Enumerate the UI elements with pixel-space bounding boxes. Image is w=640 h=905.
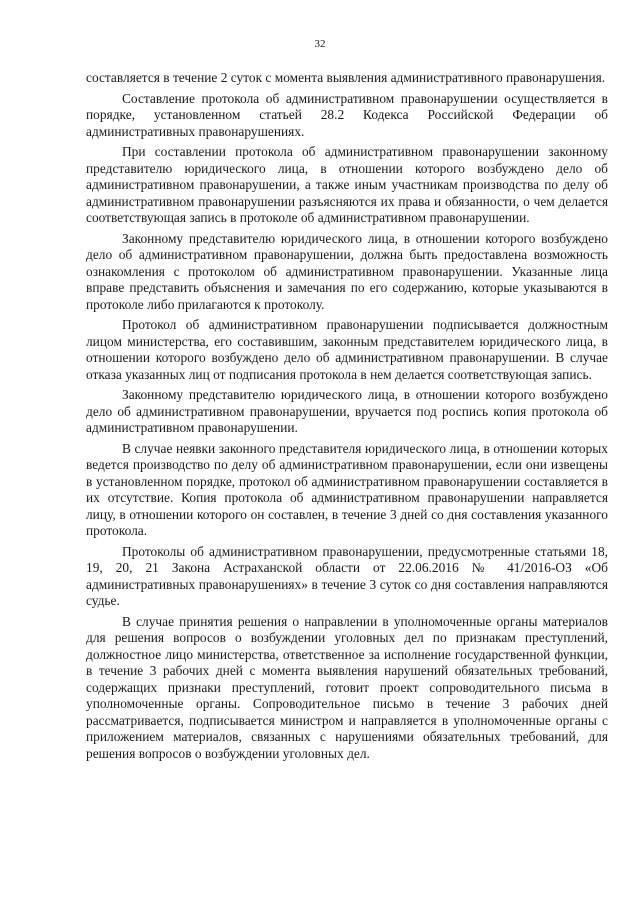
paragraph: Законному представителю юридического лица, в отношении которого возбуждено дело об административном правонарушении, должна быть предоставлена возможность ознакомления с протоколом об административном правонарушении. Указанные лица вправе представить объяснения и замечания по его содержанию, которые указываются в протоколе либо прилагаются к протоколу. xyxy=(86,230,608,312)
paragraph: Протокол об административном правонарушении подписывается должностным лицом министерства, его составившим, законным представителем юридического лица, в отношении которого возбуждено дело об административном правонарушении. В случае отказа указанных лиц от подписания протокола в нем делается соответствующая запись. xyxy=(86,317,608,382)
paragraph: В случае принятия решения о направлении в уполномоченные органы материалов для решения вопросов о возбуждении уголовных дел по признакам преступлений, должностное лицо министерства, ответственное за исполнение государственной функции, в течение 3 рабочих дней с момента выявления нарушений обязательных требований, содержащих признаки преступлений, готовит проект сопроводительного письма в уполномоченные органы. Сопроводительное письмо в течение 3 рабочих дней рассматривается, подписывается министром и направляется в уполномоченные органы с приложением материалов, связанных с нарушениями обязательных требований, для решения вопросов о возбуждении уголовных дел. xyxy=(86,613,608,761)
paragraph: В случае неявки законного представителя юридического лица, в отношении которых ведется производство по делу об административном правонарушении, если они извещены в установленном порядке, протокол об административном правонарушении составляется в их отсутствие. Копия протокола об административном правонарушении направляется лицу, в отношении которого он составлен, в течение 3 дней со дня составления указанного протокола. xyxy=(86,440,608,538)
paragraph: При составлении протокола об административном правонарушении законному представителю юридического лица, в отношении которого возбуждено дело об административном правонарушении, а также иным участникам производства по делу об административном правонарушении разъясняются их права и обязанности, о чем делается соответствующая запись в протоколе об административном правонарушении. xyxy=(86,144,608,225)
paragraph: Законному представителю юридического лица, в отношении которого возбуждено дело об административном правонарушении, вручается под роспись копия протокола об административном правонарушении. xyxy=(86,387,608,435)
document-body xyxy=(86,70,608,766)
paragraph: составляется в течение 2 суток с момента выявления административного правонарушения. xyxy=(86,70,606,85)
paragraph: Составление протокола об административном правонарушении осуществляется в порядке, установленном статьей 28.2 Кодекса Российской Федерации об административных правонарушениях. xyxy=(86,90,608,139)
page-number: 32 xyxy=(314,38,326,50)
paragraph: Протоколы об административном правонарушении, предусмотренные статьями 18, 19, 20, 21 Закона Астраханской области от 22.06.2016 № 41/2016-ОЗ «Об административных правонарушениях» в течение 3 суток со дня составления направляются судье. xyxy=(86,543,608,608)
